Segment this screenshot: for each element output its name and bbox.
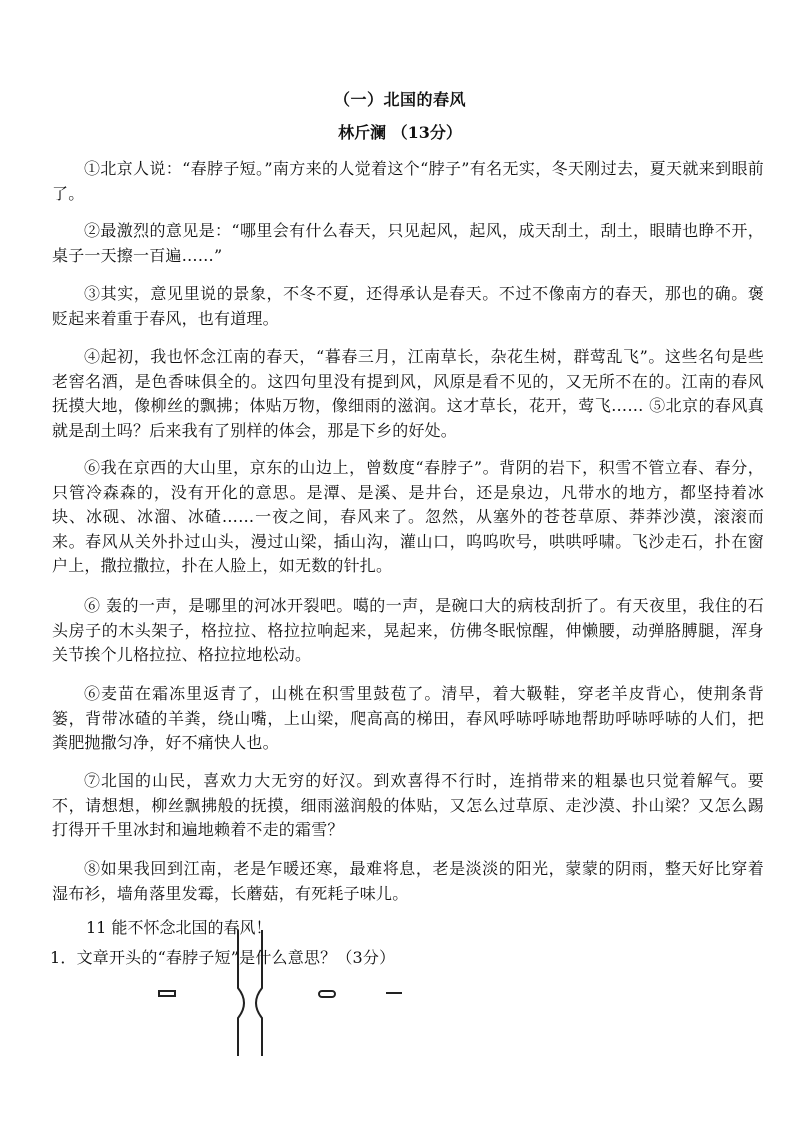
article-title: （一）北国的春风 <box>333 90 466 109</box>
question-1: 1．文章开头的“春脖子短”是什么意思？（3分） <box>50 948 396 967</box>
paragraph-9: ⑧如果我回到江南，老是乍暖还寒，最难将息，老是淡淡的阳光，蒙蒙的阴雨，整天好比穿着湿布衫，墙角落里发霉，长蘑菇，有死耗子味儿。 <box>52 859 764 903</box>
paragraph-5: ⑥我在京西的大山里，京东的山边上，曾数度“春脖子”。背阴的岩下，积雪不管立春、春分，只管冷森森的，没有开化的意思。是潭、是溪、是井台，还是泉边，凡带水的地方，都坚持着冰块、冰砚、冰溜、冰碴……一夜之间，春风来了。忽然，从塞外的苍苍草原、莽莽沙漠，滚滚而来。春风从关外扑过山头，漫过山梁，插山沟，灌山口，呜呜吹号，哄哄呼啸。飞沙走石，扑在窗户上，撒拉撒拉，扑在人脸上，如无数的针扎。 <box>52 458 764 575</box>
artifact-bracket-shape <box>232 928 268 1058</box>
artifact-dash-right <box>386 992 402 994</box>
paragraph-6: ⑥ 轰的一声，是哪里的河冰开裂吧。噶的一声，是碗口大的病枝刮折了。有天夜里，我住的石头房子的木头架子，格拉拉、格拉拉响起来，晃起来，仿佛冬眠惊醒，伸懒腰，动弹胳膊腿，浑身关节挨个儿格拉拉、格拉拉地松动。 <box>52 596 764 664</box>
author-line: 林斤澜 （13分） <box>338 123 462 142</box>
paragraph-8: ⑦北国的山民，喜欢力大无穷的好汉。到欢喜得不行时，连捎带来的粗暴也只觉着解气。要不，请想想，柳丝飘拂般的抚摸，细雨滋润般的体贴，又怎么过草原、走沙漠、扑山梁？又怎么踢打得开千里冰封和遍地赖着不走的霜雪？ <box>52 771 764 839</box>
paragraph-1: ①北京人说：“春脖子短。”南方来的人觉着这个“脖子”有名无实，冬天刚过去，夏天就来到眼前了。 <box>52 159 764 203</box>
paragraph-4: ④起初，我也怀念江南的春天，“暮春三月，江南草长，杂花生树，群莺乱飞”。这些名句是些老窖名酒，是色香味俱全的。这四句里没有提到风，风原是看不见的，又无所不在的。江南的春风抚摸大地，像柳丝的飘拂；体贴万物，像细雨的滋润。这才草长，花开，莺飞…… ⑤北京的春风真就是刮土吗？后来我有了别样的体会，那是下乡的好处。 <box>52 347 764 440</box>
paragraph-2: ②最激烈的意见是：“哪里会有什么春天，只见起风，起风，成天刮土，刮土，眼睛也睁不开，桌子一天擦一百遍……” <box>52 221 764 265</box>
artifact-oval <box>318 990 336 998</box>
closing-line: 11 能不怀念北国的春风！ <box>86 918 272 937</box>
artifact-dash-left <box>158 990 176 997</box>
paragraph-7: ⑥麦苗在霜冻里返青了，山桃在积雪里鼓苞了。清早，着大靸鞋，穿老羊皮背心，使荆条背篓，背带冰碴的羊粪，绕山嘴，上山梁，爬高高的梯田，春风呼哧呼哧地帮助呼哧呼哧的人们，把粪肥抛撒匀净，好不痛快人也。 <box>52 684 764 752</box>
paragraph-3: ③其实，意见里说的景象，不冬不夏，还得承认是春天。不过不像南方的春天，那也的确。褒贬起来着重于春风，也有道理。 <box>52 284 764 328</box>
